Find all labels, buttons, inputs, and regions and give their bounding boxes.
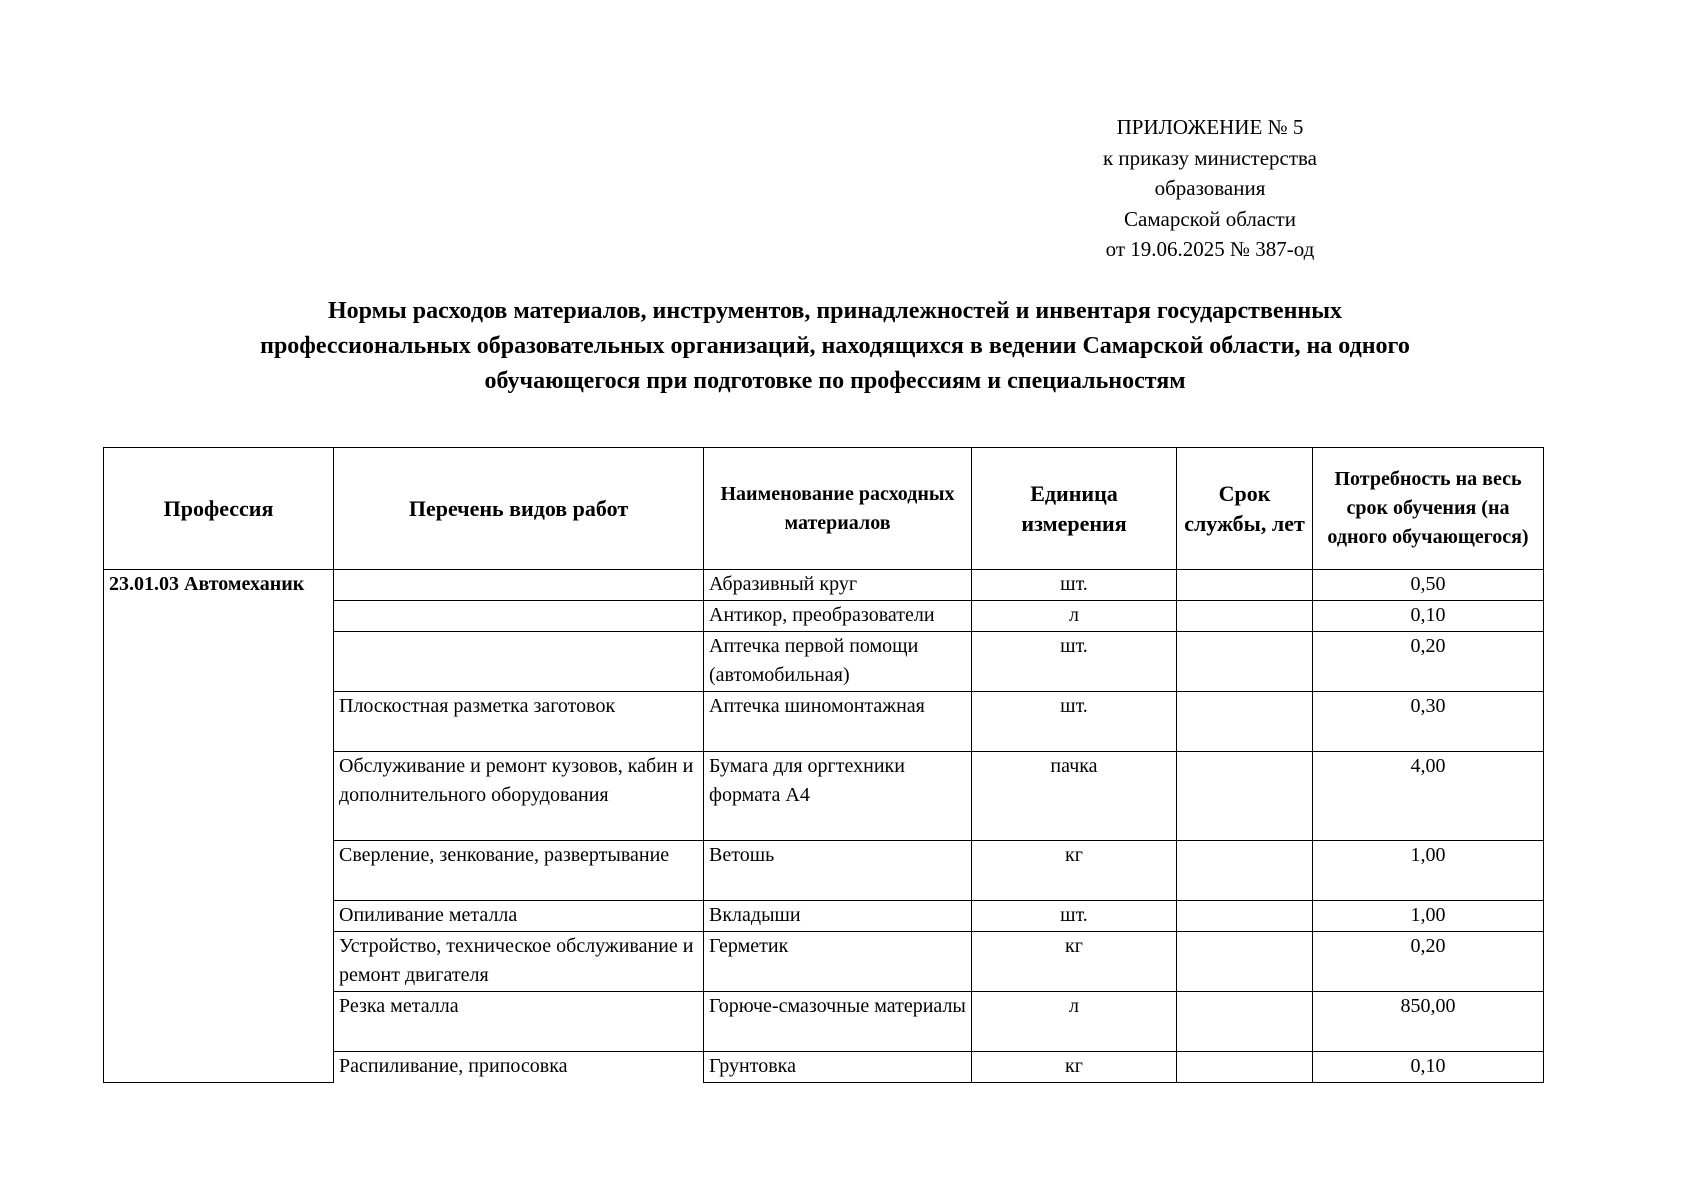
unit-cell: л	[972, 601, 1177, 632]
unit-cell: шт.	[972, 570, 1177, 601]
title-line: профессиональных образовательных организаций, находящихся в ведении Самарской области, на одного	[260, 333, 1410, 359]
need-cell: 0,10	[1313, 601, 1544, 632]
unit-cell: кг	[972, 932, 1177, 992]
work-cell: Резка металла	[334, 992, 704, 1052]
material-cell: Аптечка первой помощи (автомобильная)	[704, 632, 972, 692]
work-cell: Сверление, зенкование, развертывание	[334, 841, 704, 901]
unit-cell: шт.	[972, 632, 1177, 692]
need-cell: 0,10	[1313, 1052, 1544, 1083]
table-body	[104, 570, 1544, 1083]
title-line: обучающегося при подготовке по профессиям и специальностям	[484, 368, 1186, 394]
appendix-line: от 19.06.2025 № 387-од	[1105, 237, 1315, 261]
unit-cell: кг	[972, 1052, 1177, 1083]
appendix-line: к приказу министерства	[1102, 145, 1318, 170]
service-life-cell	[1177, 632, 1313, 692]
material-cell: Вкладыши	[704, 901, 972, 932]
header-unit: Единица измерения	[972, 448, 1177, 570]
work-cell	[334, 601, 704, 632]
need-cell: 1,00	[1313, 901, 1544, 932]
material-cell: Ветошь	[704, 841, 972, 901]
work-cell: Распиливание, припосовка	[334, 1052, 704, 1083]
need-cell: 1,00	[1313, 841, 1544, 901]
work-cell: Устройство, техническое обслуживание и ремонт двигателя	[334, 932, 704, 992]
need-cell: 0,30	[1313, 692, 1544, 752]
work-cell: Опиливание металла	[334, 901, 704, 932]
material-cell: Аптечка шиномонтажная	[704, 692, 972, 752]
material-cell: Грунтовка	[704, 1052, 972, 1083]
service-life-cell	[1177, 992, 1313, 1052]
appendix-line: Самарской области	[1124, 206, 1296, 231]
title-line: Нормы расходов материалов, инструментов, принадлежностей и инвентаря государственных	[328, 298, 1342, 324]
need-cell: 0,50	[1313, 570, 1544, 601]
header-profession: Профессия	[104, 448, 334, 570]
work-cell	[334, 632, 704, 692]
service-life-cell	[1177, 841, 1313, 901]
header-material: Наименование расходных материалов	[704, 448, 972, 570]
unit-cell: пачка	[972, 752, 1177, 841]
unit-cell: кг	[972, 841, 1177, 901]
service-life-cell	[1177, 752, 1313, 841]
service-life-cell	[1177, 932, 1313, 992]
need-cell: 4,00	[1313, 752, 1544, 841]
unit-cell: л	[972, 992, 1177, 1052]
work-cell: Плоскостная разметка заготовок	[334, 692, 704, 752]
service-life-cell	[1177, 601, 1313, 632]
material-cell: Бумага для оргтехники формата А4	[704, 752, 972, 841]
material-cell: Антикор, преобразователи	[704, 601, 972, 632]
need-cell: 0,20	[1313, 932, 1544, 992]
table-row	[104, 570, 1544, 601]
header-row	[104, 448, 1544, 570]
material-cell: Герметик	[704, 932, 972, 992]
need-cell: 850,00	[1313, 992, 1544, 1052]
service-life-cell	[1177, 570, 1313, 601]
document-title	[100, 294, 1570, 399]
material-cell: Горюче-смазочные материалы	[704, 992, 972, 1052]
profession-cell: 23.01.03 Автомеханик	[104, 570, 334, 1083]
unit-cell: шт.	[972, 692, 1177, 752]
appendix-line: ПРИЛОЖЕНИЕ № 5	[1116, 115, 1304, 139]
header-works: Перечень видов работ	[334, 448, 704, 570]
appendix-line: образования	[1154, 176, 1266, 200]
service-life-cell	[1177, 901, 1313, 932]
unit-cell: шт.	[972, 901, 1177, 932]
header-need: Потребность на весь срок обучения (на одного обучающегося)	[1313, 448, 1544, 570]
service-life-cell	[1177, 1052, 1313, 1083]
work-cell	[334, 570, 704, 601]
material-cell: Абразивный круг	[704, 570, 972, 601]
header-service-life: Срок службы, лет	[1177, 448, 1313, 570]
need-cell: 0,20	[1313, 632, 1544, 692]
work-cell: Обслуживание и ремонт кузовов, кабин и дополнительного оборудования	[334, 752, 704, 841]
norms-table	[103, 447, 1544, 1083]
appendix-block	[1060, 112, 1360, 265]
service-life-cell	[1177, 692, 1313, 752]
